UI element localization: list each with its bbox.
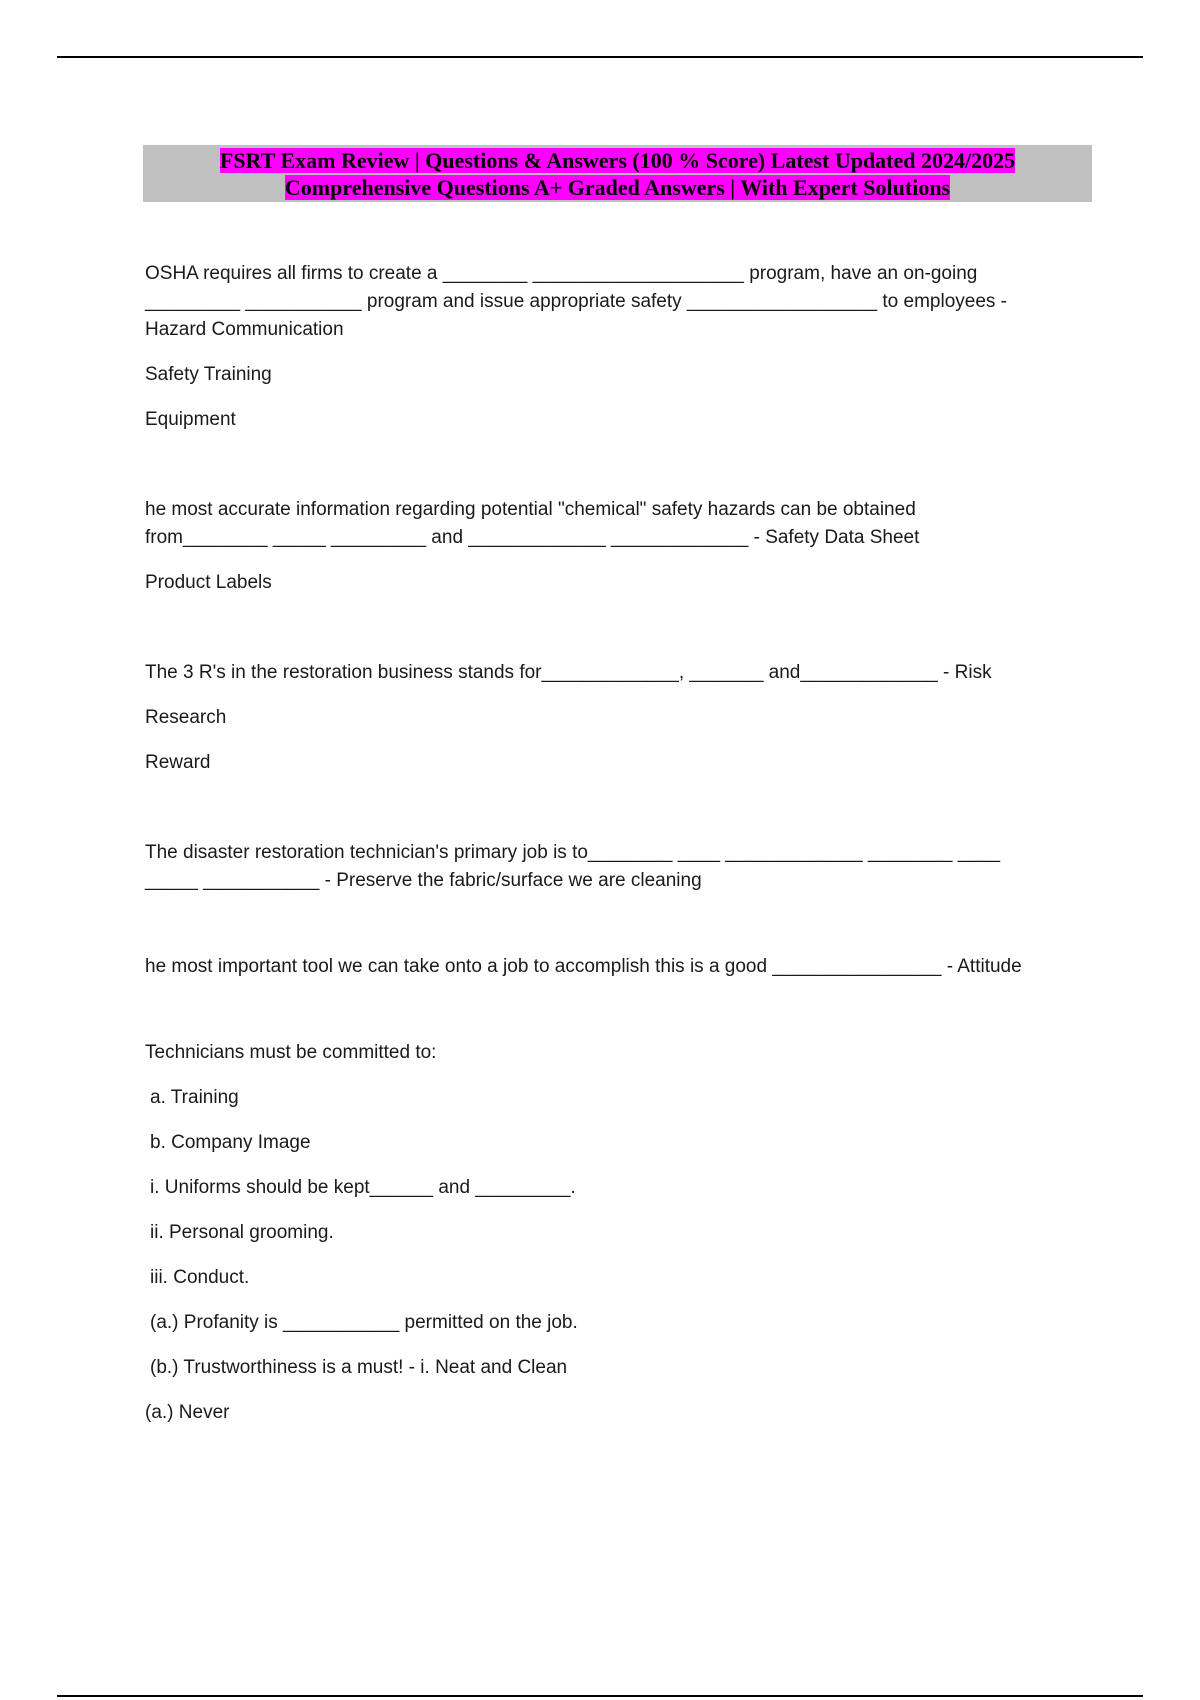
title-line-1: FSRT Exam Review | Questions & Answers (100 % Score) Latest Updated 2024/2025: [219, 148, 1016, 173]
list-item: iii. Conduct.: [150, 1267, 250, 1288]
question-1-line-2: _________ ___________ program and issue appropriate safety __________________ to employees -: [145, 291, 1008, 312]
question-2-line-2: from________ _____ _________ and _____________ _____________ - Safety Data Sheet: [145, 527, 920, 548]
list-item: ii. Personal grooming.: [150, 1222, 334, 1243]
list-item: a. Training: [150, 1087, 239, 1108]
header-rule: [57, 56, 1143, 58]
question-3-line-1: The 3 R's in the restoration business stands for_____________, _______ and_____________ - Risk: [145, 662, 992, 683]
question-5-line-1: he most important tool we can take onto a job to accomplish this is a good ________________ - Attitude: [145, 956, 1022, 977]
question-6-line-1: Technicians must be committed to:: [145, 1042, 437, 1063]
answer-2-2: Product Labels: [145, 572, 272, 593]
question-1-line-3: Hazard Communication: [145, 319, 344, 340]
title-line-2: Comprehensive Questions A+ Graded Answers | With Expert Solutions: [284, 175, 951, 200]
question-4-line-2: _____ ___________ - Preserve the fabric/surface we are cleaning: [145, 870, 702, 891]
list-item: (a.) Profanity is ___________ permitted on the job.: [150, 1312, 578, 1333]
list-item: i. Uniforms should be kept______ and _________.: [150, 1177, 576, 1198]
answer-3-2: Research: [145, 707, 227, 728]
document-title: [143, 145, 1092, 202]
footer-rule: [57, 1695, 1143, 1697]
answer-6-last: (a.) Never: [145, 1402, 230, 1423]
document-body: [145, 260, 1095, 1427]
question-2-line-1: he most accurate information regarding potential "chemical" safety hazards can be obtained: [145, 499, 916, 520]
answer-1-2: Safety Training: [145, 364, 272, 385]
answer-1-3: Equipment: [145, 409, 236, 430]
list-item: b. Company Image: [150, 1132, 311, 1153]
question-4-line-1: The disaster restoration technician's primary job is to________ ____ _____________ ________ ____: [145, 842, 1001, 863]
answer-3-3: Reward: [145, 752, 211, 773]
list-item: (b.) Trustworthiness is a must! - i. Neat and Clean: [150, 1357, 568, 1378]
question-1-line-1: OSHA requires all firms to create a ________ ____________________ program, have an on-going: [145, 263, 978, 284]
